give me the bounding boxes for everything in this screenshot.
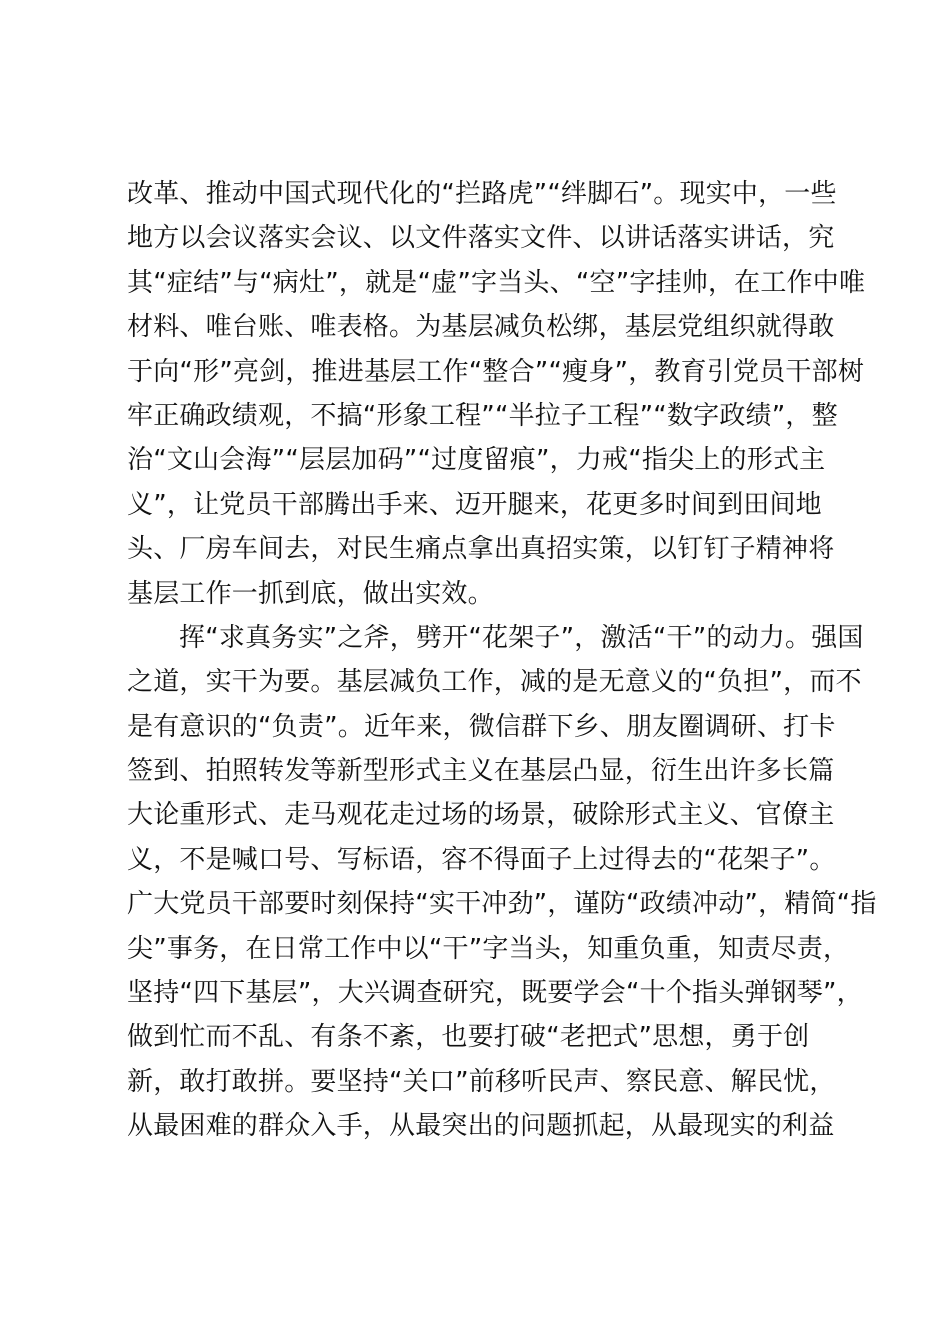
text-line: 是有意识的“负责”。近年来，微信群下乡、朋友圈调研、打卡 — [127, 711, 836, 742]
body-text — [127, 172, 877, 1149]
text-line: 签到、拍照转发等新型形式主义在基层凸显，衍生出许多长篇 — [127, 756, 835, 787]
text-line: 做到忙而不乱、有条不紊，也要打破“老把式”思想，勇于创 — [127, 1022, 810, 1053]
text-line: 义”，让党员干部腾出手来、迈开腿来，花更多时间到田间地 — [127, 489, 822, 520]
text-line: 牢正确政绩观，不搞“形象工程”“半拉子工程”“数字政绩”，整 — [127, 400, 838, 431]
text-line: 大论重形式、走马观花走过场的场景，破除形式主义、官僚主 — [127, 800, 835, 831]
text-line: 基层工作一抓到底，做出实效。 — [127, 578, 494, 609]
text-line: 其“症结”与“病灶”，就是“虚”字当头、“空”字挂帅，在工作中唯 — [127, 267, 866, 298]
text-line: 从最困难的群众入手，从最突出的问题抓起，从最现实的利益 — [127, 1111, 835, 1142]
text-line: 治“文山会海”“层层加码”“过度留痕”，力戒“指尖上的形式主 — [127, 445, 826, 476]
text-line: 新，敢打敢拼。要坚持“关口”前移听民声、察民意、解民忧， — [127, 1066, 836, 1097]
text-line: 于向“形”亮剑，推进基层工作“整合”“瘦身”，教育引党员干部树 — [127, 356, 865, 387]
text-line: 头、厂房车间去，对民生痛点拿出真招实策，以钉钉子精神将 — [127, 534, 835, 565]
text-line: 之道，实干为要。基层减负工作，减的是无意义的“负担”，而不 — [127, 667, 862, 698]
text-line: 广大党员干部要时刻保持“实干冲劲”，谨防“政绩冲动”，精简“指 — [127, 889, 877, 920]
text-line: 坚持“四下基层”，大兴调查研究，既要学会“十个指头弹钢琴”， — [127, 978, 863, 1009]
paragraph-start-line: 挥“求真务实”之斧，劈开“花架子”，激活“干”的动力。强国 — [179, 622, 864, 653]
text-line: 材料、唯台账、唯表格。为基层减负松绑，基层党组织就得敢 — [127, 312, 835, 343]
text-line: 地方以会议落实会议、以文件落实文件、以讲话落实讲话，究 — [127, 223, 835, 254]
text-line: 尖”事务，在日常工作中以“干”字当头，知重负重，知责尽责， — [127, 933, 850, 964]
text-line: 改革、推动中国式现代化的“拦路虎”“绊脚石”。现实中，一些 — [127, 179, 837, 209]
text-line: 义，不是喊口号、写标语，容不得面子上过得去的“花架子”。 — [127, 844, 836, 875]
